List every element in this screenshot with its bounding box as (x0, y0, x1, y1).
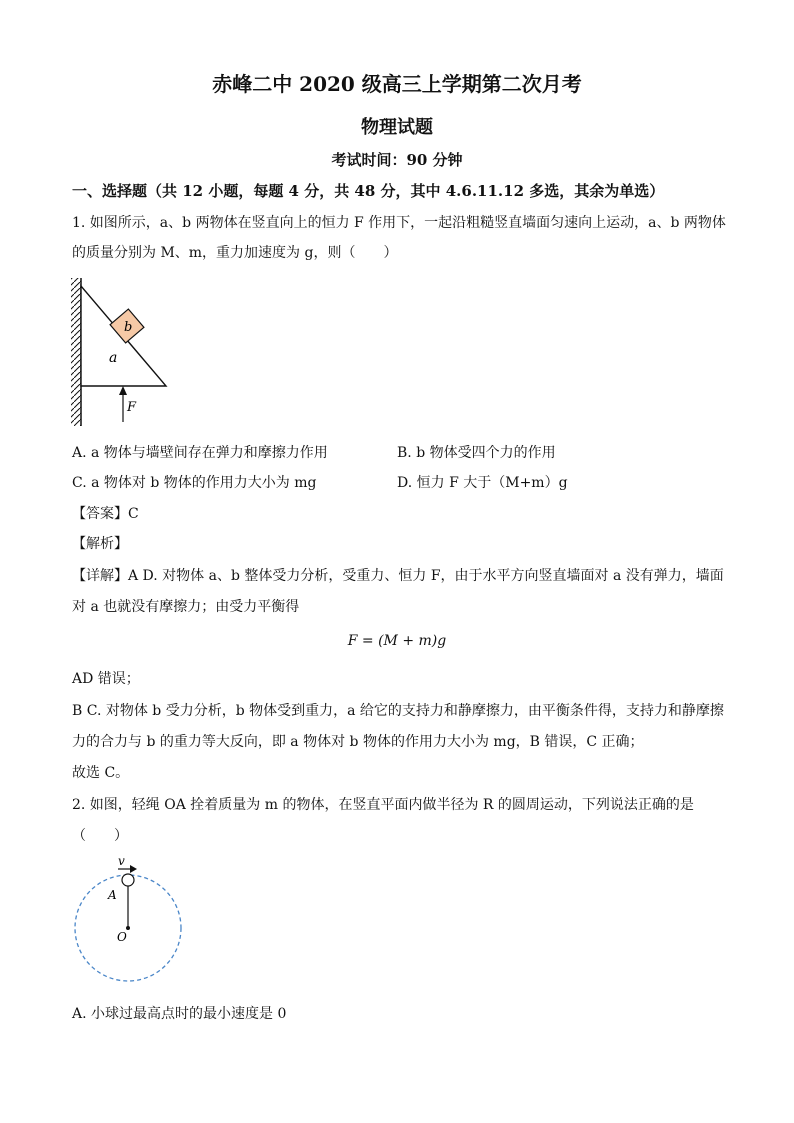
q1-formula: F = (M + m)g (347, 633, 447, 649)
label-a: a (109, 350, 118, 366)
q1-detail-line5: 力的合力与 b 的重力等大反向，即 a 物体对 b 物体的作用力大小为 mg，B 错误，C 正确； (72, 734, 644, 750)
q1-option-a[interactable]: A. a 物体与墙壁间存在弹力和摩擦力作用 (72, 445, 328, 461)
q1-answer: 【答案】C (72, 506, 139, 522)
q1-option-b[interactable]: B. b 物体受四个力的作用 (397, 445, 556, 461)
q2-stem-line1: 2. 如图，轻绳 OA 拴着质量为 m 的物体，在竖直平面内做半径为 R 的圆周运动，下列说法正确的是 (72, 797, 694, 813)
exam-time: 考试时间：90 分钟 (331, 151, 463, 169)
q2-option-a[interactable]: A. 小球过最高点时的最小速度是 0 (72, 1006, 287, 1022)
exam-title: 赤峰二中 2020 级高三上学期第二次月考 (212, 72, 582, 96)
label-b: b (124, 320, 133, 335)
ball (122, 874, 134, 886)
q1-analysis-label: 【解析】 (72, 536, 128, 552)
q1-detail-line3: AD 错误； (72, 671, 140, 687)
label-F: F (127, 400, 137, 415)
label-A: A (108, 888, 117, 902)
force-arrowhead (119, 386, 127, 395)
label-v: v (118, 855, 125, 868)
label-O: O (117, 930, 127, 944)
q1-option-d[interactable]: D. 恒力 F 大于（M+m）g (397, 475, 568, 491)
q1-detail-line2: 对 a 也就没有摩擦力；由受力平衡得 (72, 599, 300, 615)
q2-stem-line2: （ ） (72, 828, 128, 844)
q1-detail-line6: 故选 C。 (72, 765, 130, 781)
section-heading: 一、选择题（共 12 小题，每题 4 分，共 48 分，其中 4.6.11.12 多选，其余为单选） (72, 182, 665, 200)
velocity-arrowhead (130, 865, 137, 873)
q1-figure (68, 276, 178, 428)
q1-stem-line1: 1. 如图所示，a、b 两物体在竖直向上的恒力 F 作用下，一起沿粗糙竖直墙面匀速向上运动，a、b 两物体 (72, 215, 726, 231)
q1-option-c[interactable]: C. a 物体对 b 物体的作用力大小为 mg (72, 475, 317, 491)
q1-detail-line4: B C. 对物体 b 受力分析，b 物体受到重力，a 给它的支持力和静摩擦力，由平衡条件得，支持力和静摩擦 (72, 703, 724, 719)
q1-stem-line2: 的质量分别为 M、m，重力加速度为 g，则（ ） (72, 245, 398, 261)
q1-detail-line1: 【详解】A D. 对物体 a、b 整体受力分析，受重力、恒力 F，由于水平方向竖直墙面对 a 没有弹力，墙面 (72, 568, 724, 584)
exam-subtitle: 物理试题 (361, 117, 433, 138)
wall-hatching (71, 278, 81, 426)
q2-figure (70, 855, 190, 990)
